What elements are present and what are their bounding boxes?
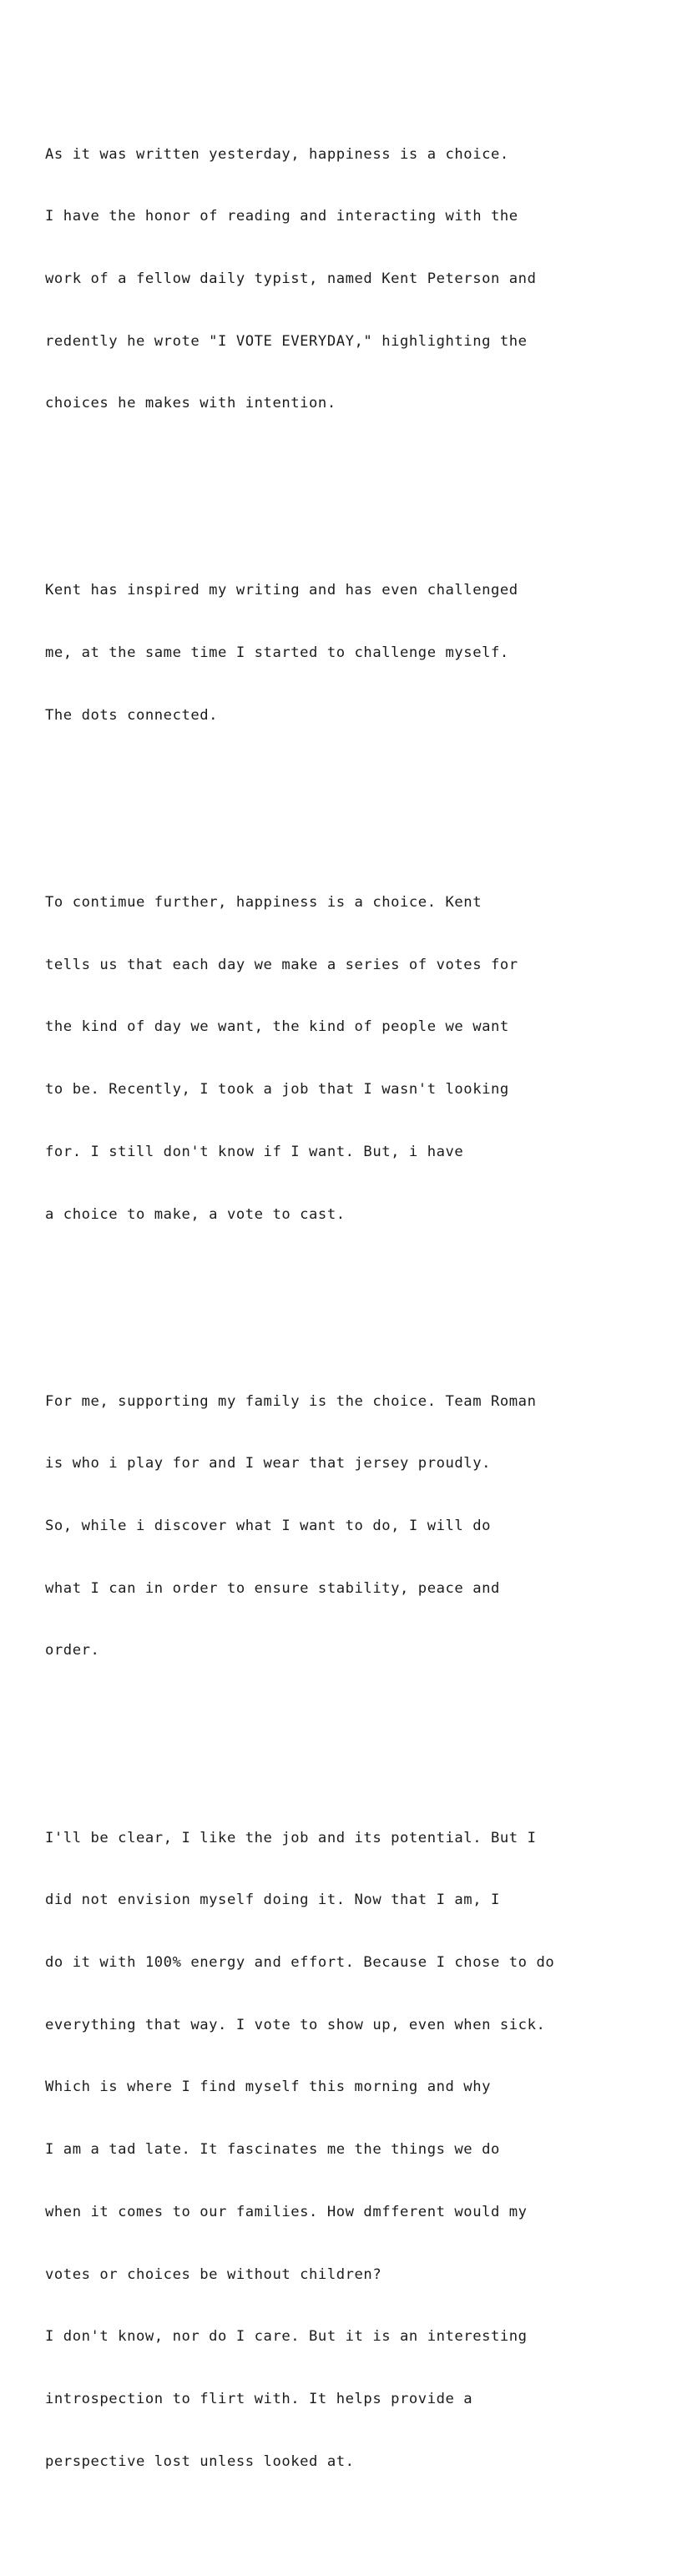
text-line: I have the honor of reading and interacting with the	[45, 208, 518, 225]
text-line: the kind of day we want, the kind of people we want	[45, 1018, 509, 1036]
text-line: The dots connected.	[45, 706, 219, 724]
text-line: do it with 100% energy and effort. Because I chose to do	[45, 1953, 555, 1971]
text-line: I'll be clear, I like the job and its potential. But I	[45, 1829, 537, 1846]
text-line: for. I still don't know if I want. But, i have	[45, 1143, 464, 1160]
paragraph-3	[45, 851, 679, 1266]
text-line: For me, supporting my family is the choice. Team Roman	[45, 1392, 537, 1410]
text-line: tells us that each day we make a series of votes for	[45, 956, 518, 973]
paragraph-5	[45, 1786, 679, 2514]
text-line: what I can in order to ensure stability, peace and	[45, 1579, 500, 1597]
text-line: everything that way. I vote to show up, even when sick.	[45, 2016, 546, 2033]
text-line: To contimue further, happiness is a choice. Kent	[45, 894, 482, 911]
text-line: is who i play for and I wear that jersey proudly.	[45, 1455, 491, 1472]
text-line: Kent has inspired my writing and has even challenged	[45, 582, 518, 599]
text-line: work of a fellow daily typist, named Kent Peterson and	[45, 270, 537, 287]
text-line: redently he wrote "I VOTE EVERYDAY," highlighting the	[45, 332, 528, 350]
text-line: did not envision myself doing it. Now that I am, I	[45, 1892, 500, 1909]
text-line: As it was written yesterday, happiness is a choice.	[45, 145, 509, 163]
paragraph-1	[45, 103, 679, 456]
text-line: introspection to flirt with. It helps provide a	[45, 2390, 473, 2407]
text-line: So, while i discover what I want to do, I will do	[45, 1518, 491, 1535]
text-line: votes or choices be without children?	[45, 2265, 382, 2283]
text-line: perspective lost unless looked at.	[45, 2452, 355, 2470]
paragraph-4	[45, 1350, 679, 1703]
text-line: order.	[45, 1642, 100, 1659]
text-line: I am a tad late. It fascinates me the things we do	[45, 2141, 500, 2159]
typewritten-text-body	[45, 40, 679, 2576]
text-line: to be. Recently, I took a job that I wasn't looking	[45, 1081, 509, 1099]
text-line: I don't know, nor do I care. But it is an interesting	[45, 2328, 528, 2346]
text-line: when it comes to our families. How dmfferent would my	[45, 2203, 528, 2220]
paragraph-2	[45, 539, 679, 768]
text-line: me, at the same time I started to challenge myself.	[45, 644, 509, 662]
text-line: choices he makes with intention.	[45, 395, 336, 412]
text-line: a choice to make, a vote to cast.	[45, 1205, 346, 1223]
text-line: Which is where I find myself this morning and why	[45, 2078, 491, 2096]
